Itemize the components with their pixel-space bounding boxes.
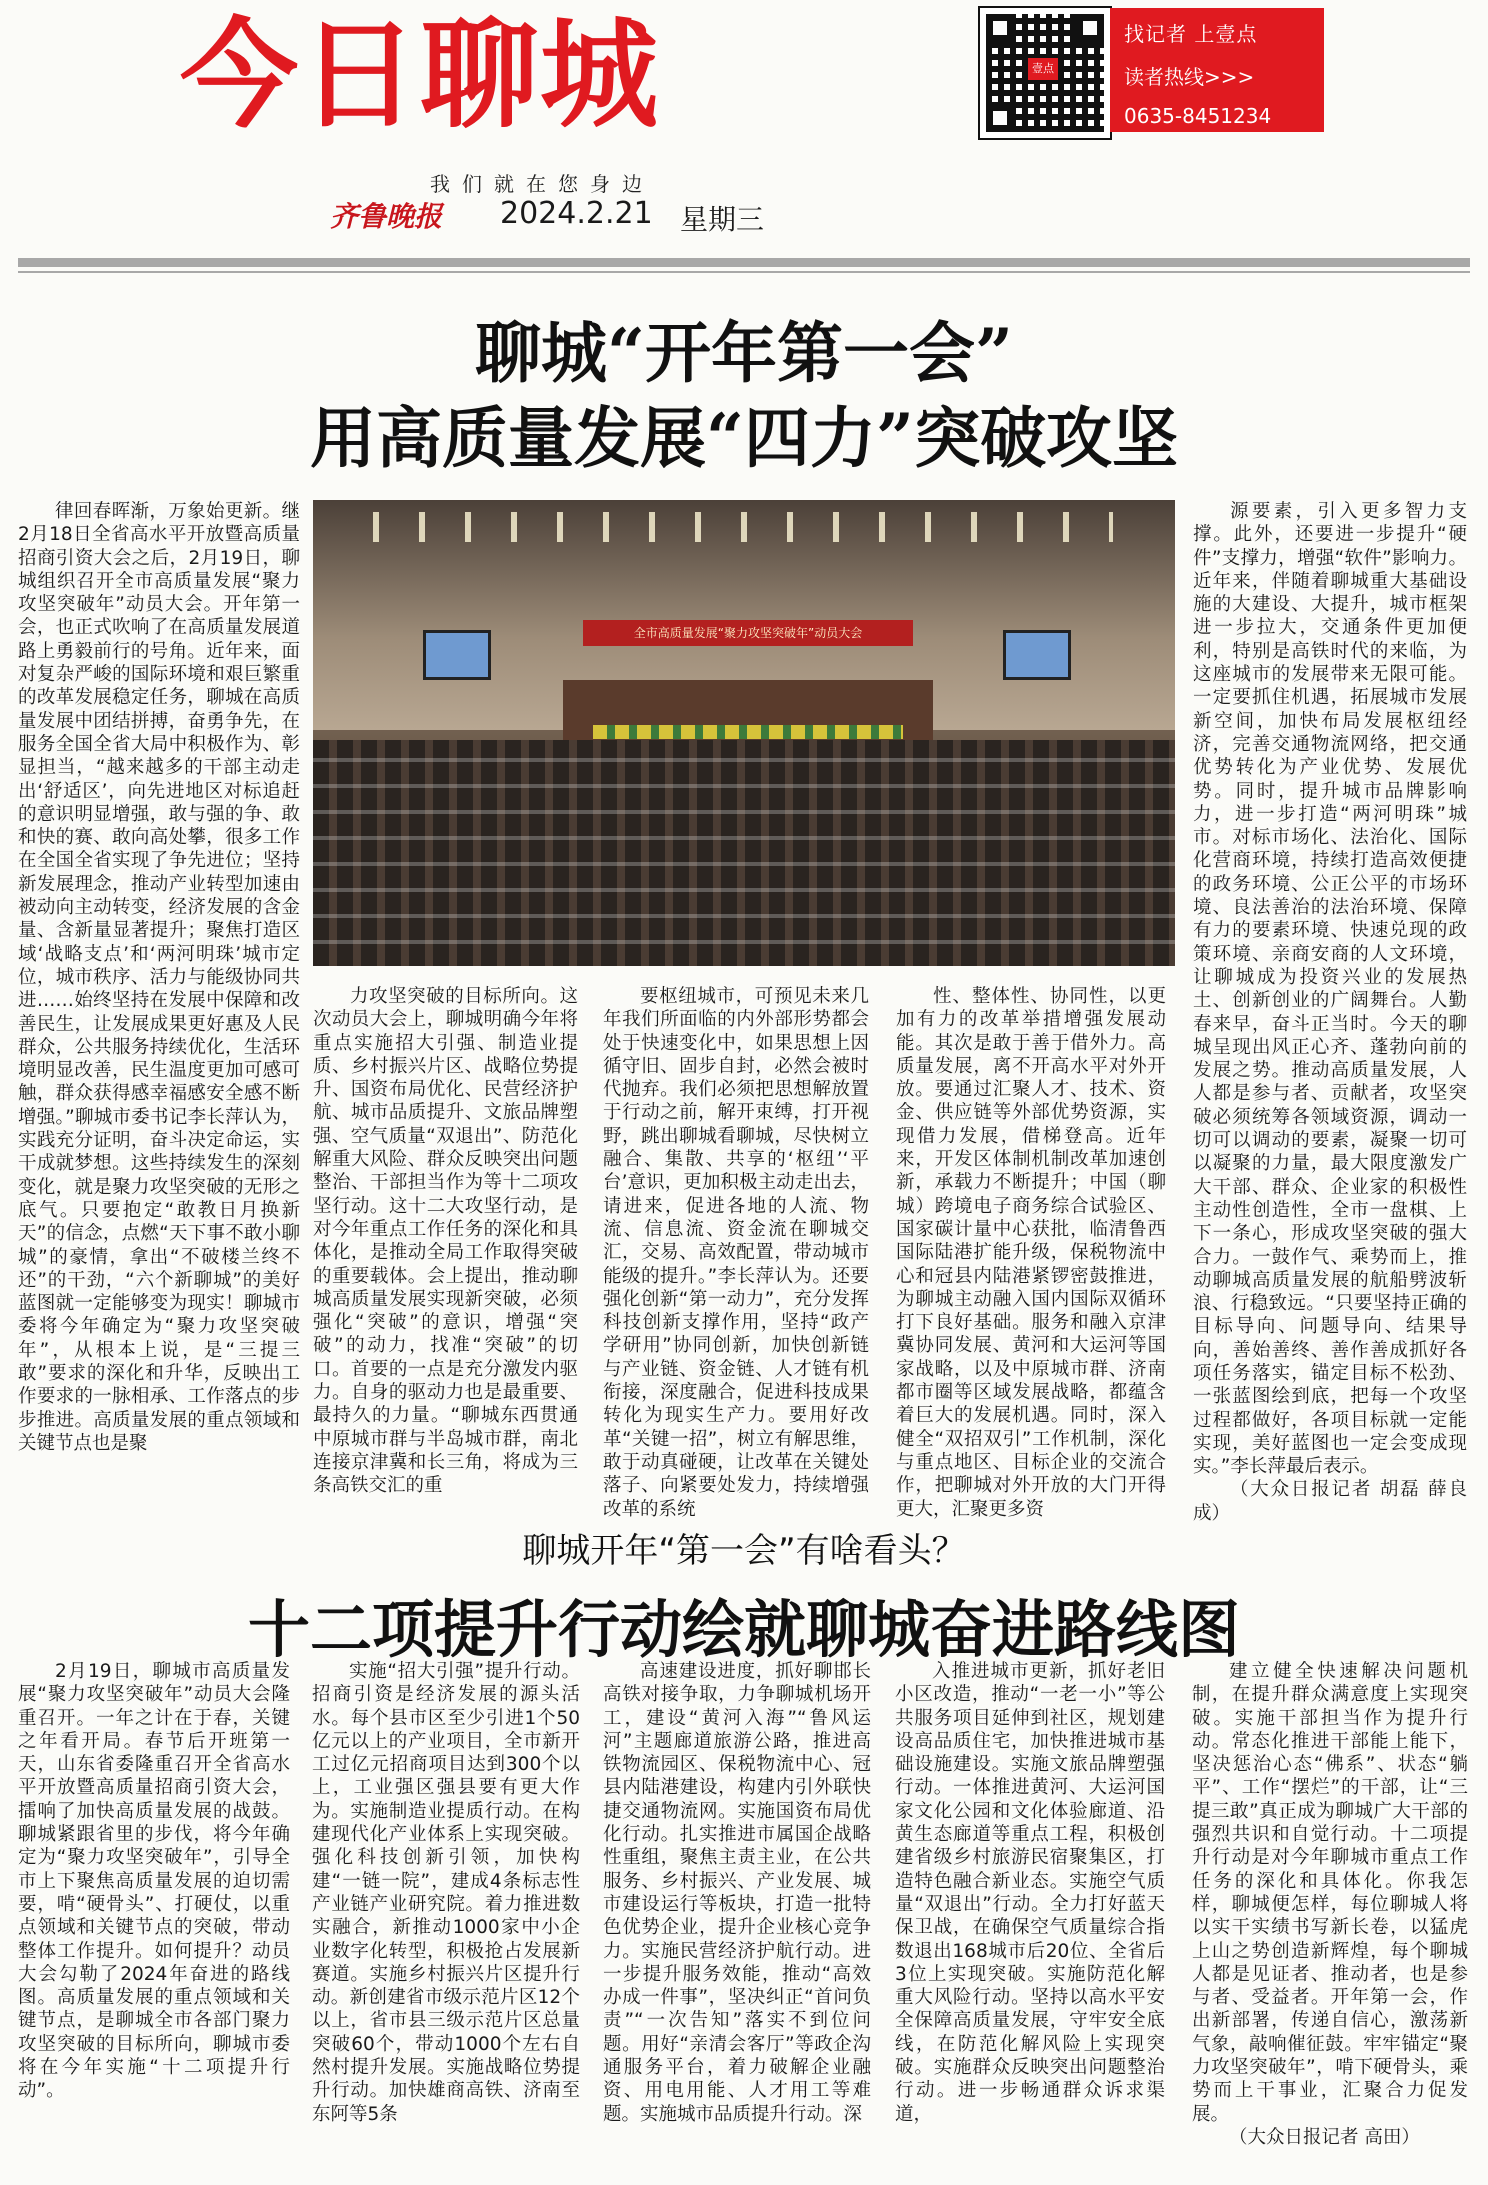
- photo-ceiling-lights: [373, 512, 1113, 542]
- photo-flowers: [593, 725, 903, 739]
- article2-byline: （大众日报记者 高田）: [1229, 2126, 1420, 2148]
- qr-finder-icon: [1076, 14, 1104, 42]
- article2-text: 2月19日，聊城市高质量发展“聚力攻坚突破年”动员大会隆重召开。一年之计在于春，关键之年看开局。春节后开班第一天，山东省委隆重召开全省高水平开放暨高质量招商引资大会，擂响了加快高质量发展的战鼓。聊城紧跟省里的步伐，将今年确定为“聚力攻坚突破年”，引导全市上下聚焦高质量发展的迫切需要，啃“硬骨头”、打硬仗，以重点领域和关键节点的突破，带动整体工作提升。如何提升？动员大会勾勒了2024年奋进的路线图。高质量发展的重点领域和关键节点，是聊城全市各部门聚力攻坚突破的目标所向，聊城市委将在今年实施“十二项提升行动”。: [18, 1661, 290, 2102]
- article2-text: 建立健全快速解决问题机制，在提升群众满意度上实现突破。实施干部担当作为提升行动。常态化推进干部能上能下，坚决惩治心态“佛系”、状态“躺平”、工作“摆烂”的干部，让“三提三敢”真正成为聊城广大干部的强烈共识和自觉行动。十二项提升行动是对今年聊城市重点工作任务的深化和具体化。你我怎样，聊城便怎样，每位聊城人将以实干实绩书写新长卷，以猛虎上山之势创造新辉煌，每个聊城人都是见证者、推动者，也是参与者、受益者。开年第一会，作出新部署，传递自信心，激荡新气象，敲响催征鼓。牢牢锚定“聚力攻坚突破年”，啃下硬骨头，乘势而上干事业，汇聚合力促发展。: [1192, 1661, 1468, 2125]
- article1-headline-line2: 用高质量发展“四力”突破攻坚: [310, 399, 1178, 477]
- article1-text: 力攻坚突破的目标所向。这次动员大会上，聊城明确今年将重点实施招大引强、制造业提质、乡村振兴片区、战略位势提升、国资布局优化、民营经济护航、城市品质提升、文旅品牌塑强、空气质量“双退出”、防范化解重大风险、群众反映突出问题整治、干部担当作为等十二项攻坚行动。这十二大攻坚行动，是对今年重点工作任务的深化和具体化，是推动全局工作取得突破的重要载体。会上提出，推动聊城高质量发展实现新突破，必须强化“突破”的意识，增强“突破”的动力，找准“突破”的切口。首要的一点是充分激发内驱力。自身的驱动力也是最重要、最持久的力量。“聊城东西贯通中原城市群与半岛城市群，南北连接京津冀和长三角，将成为三条高铁交汇的重: [313, 986, 578, 1497]
- photo-screen-right: [1003, 630, 1071, 680]
- article2-column-1: [18, 1660, 290, 2175]
- article2-text: 实施“招大引强”提升行动。招商引资是经济发展的源头活水。每个县市区至少引进1个50亿元以上的产业项目，全市新开工过亿元招商项目达到300个以上，工业强区强县要有更大作为。实施制造业提质行动。在构建现代化产业体系上实现突破。强化科技创新引领，加快构建“一链一院”，建成4条标志性产业链产业研究院。着力推进数实融合，新推动1000家中小企业数字化转型，积极抢占发展新赛道。实施乡村振兴片区提升行动。新创建省市级示范片区12个以上，省市县三级示范片区总量突破60个，带动1000个左右自然村提升发展。实施战略位势提升行动。加快雄商高铁、济南至东阿等5条: [312, 1661, 580, 2125]
- article1-column-2: [313, 985, 578, 1500]
- hotline-phone[interactable]: 0635-8451234: [1124, 104, 1272, 128]
- issue-date: 2024.2.21: [500, 196, 653, 231]
- article2-column-5: [1192, 1660, 1468, 2175]
- photo-audience: [313, 740, 1175, 966]
- qr-finder-icon: [986, 14, 1014, 42]
- article1-text: 性、整体性、协同性，以更加有力的改革举措增强发展动能。其次是敢于善于借外力。高质量发展，离不开高水平对外开放。要通过汇聚人才、技术、资金、供应链等外部优势资源，实现借力发展，借梯登高。近年来，开发区体制机制改革加速创新，承载力不断提升；中国（聊城）跨境电子商务综合试验区、国家碳计量中心获批，临清鲁西国际陆港扩能升级，保税物流中心和冠县内陆港紧锣密鼓推进，为聊城主动融入国内国际双循环打下良好基础。服务和融入京津冀协同发展、黄河和大运河等国家战略，以及中原城市群、济南都市圈等区域发展战略，都蕴含着巨大的发展机遇。同时，深入健全“双招双引”工作机制，深化与重点地区、目标企业的交流合作，把聊城对外开放的大门开得更大，汇聚更多资: [896, 986, 1166, 1520]
- article1-byline: （大众日报记者 胡磊 薛良成）: [1193, 1479, 1467, 1524]
- hotline-slogan: 找记者 上壹点: [1124, 22, 1258, 46]
- article1-column-3: [603, 985, 869, 1520]
- masthead-divider-thin: [18, 271, 1470, 273]
- article2-text: 高速建设进度，抓好聊邯长高铁对接争取，力争聊城机场开工，建设“黄河入海”“鲁风运河”主题廊道旅游公路，推进高铁物流园区、保税物流中心、冠县内陆港建设，构建内引外联快捷交通物流网。实施国资布局优化行动。扎实推进市属国企战略性重组，聚焦主责主业，在公共服务、乡村振兴、产业发展、城市建设运行等板块，打造一批特色优势企业，提升企业核心竞争力。实施民营经济护航行动。进一步提升服务效能，推动“高效办成一件事”，坚决纠正“首问负责”“一次告知”落实不到位问题。用好“亲清会客厅”等政企沟通服务平台，着力破解企业融资、用电用能、人才用工等难题。实施城市品质提升行动。深: [603, 1661, 871, 2125]
- photo-banner: 全市高质量发展“聚力攻坚突破年”动员大会: [583, 620, 913, 646]
- qr-code-icon[interactable]: [980, 8, 1110, 138]
- article1-text: 源要素，引入更多智力支撑。此外，还要进一步提升“硬件”支撑力，增强“软件”影响力。近年来，伴随着聊城重大基础设施的大建设、大提升，城市框架进一步拉大，交通条件更加便利，特别是高铁时代的来临，为这座城市的发展带来无限可能。一定要抓住机遇，拓展城市发展新空间，加快布局发展枢纽经济，完善交通物流网络，把交通优势转化为产业优势、发展优势。同时，提升城市品牌影响力，进一步打造“两河明珠”城市。对标市场化、法治化、国际化营商环境，持续打造高效便捷的政务环境、公正公平的市场环境、良法善治的法治环境、保障有力的要素环境、快速兑现的政策环境、亲商安商的人文环境，让聊城成为投资兴业的发展热土、创新创业的广阔舞台。人勤春来早，奋斗正当时。今天的聊城呈现出风正心齐、蓬勃向前的发展之势。推动高质量发展，人人都是参与者、贡献者，攻坚突破必须统筹各领域资源，调动一切可以调动的要素，凝聚一切可以凝聚的力量，最大限度激发广大干部、群众、企业家的积极性主动性创造性，全市一盘棋、上下一条心，形成攻坚突破的强大合力。一鼓作气、乘势而上，推动聊城高质量发展的航船劈波斩浪、行稳致远。“只要坚持正确的目标导向、问题导向、结果导向，善始善终、善作善成抓好各项任务落实，锚定目标不松劲、一张蓝图绘到底，把每一个攻坚过程都做好，各项目标就一定能实现，美好蓝图也一定会变成现实。”李长萍最后表示。: [1193, 501, 1467, 1478]
- issue-weekday: 星期三: [680, 203, 765, 236]
- masthead-slogan: 我们就在您身边: [430, 172, 654, 196]
- qr-badge: 壹点: [1028, 58, 1058, 80]
- newspaper-logo: 齐鲁晚报: [330, 200, 443, 233]
- masthead-divider: [18, 258, 1470, 267]
- article1-column-4: [896, 985, 1166, 1520]
- article2-kicker: 聊城开年“第一会”有啥看头？: [522, 1531, 966, 1571]
- article1-text: 律回春晖渐，万象始更新。继2月18日全省高水平开放暨高质量招商引资大会之后，2月19日，聊城组织召开全市高质量发展“聚力攻坚突破年”动员大会。开年第一会，也正式吹响了在高质量发展道路上勇毅前行的号角。近年来，面对复杂严峻的国际环境和艰巨繁重的改革发展稳定任务，聊城在高质量发展中团结拼搏，奋勇争先，在服务全国全省大局中积极作为、彰显担当，“越来越多的干部主动走出‘舒适区’，向先进地区对标追赶的意识明显增强，敢与强的争、敢和快的赛、敢向高处攀，很多工作在全国全省实现了争先进位；坚持新发展理念，推动产业转型加速由被动向主动转变，经济发展的含金量、含新量显著提升；聚焦打造区域‘战略支点’和‘两河明珠’城市定位，城市秩序、活力与能级协同共进……始终坚持在发展中保障和改善民生，让发展成果更好惠及人民群众，公共服务持续优化，生活环境明显改善，民生温度更加可感可触，群众获得感幸福感安全感不断增强。”聊城市委书记李长萍认为，实践充分证明，奋斗决定命运，实干成就梦想。这些持续发生的深刻变化，就是聚力攻坚突破的无形之底气。只要抱定“敢教日月换新天”的信念，点燃“天下事不敢小聊城”的豪情，拿出“不破楼兰终不还”的干劲，“六个新聊城”的美好蓝图就一定能够变为现实！聊城市委将今年确定为“聚力攻坚突破年”，从根本上说，是“三提三敢”要求的深化和升华，反映出工作要求的一脉相承、工作落点的步步推进。高质量发展的重点领域和关键节点也是聚: [18, 501, 300, 1454]
- article2-text: 入推进城市更新，抓好老旧小区改造，推动“一老一小”等公共服务项目延伸到社区，规划建设高品质住宅，加快推进城市基础设施建设。实施文旅品牌塑强行动。一体推进黄河、大运河国家文化公园和文化体验廊道、沿黄生态廊道等重点工程，积极创建省级乡村旅游民宿聚集区，打造特色融合新业态。实施空气质量“双退出”行动。全力打好蓝天保卫战，在确保空气质量综合指数退出168城市后20位、全省后3位上实现突破。实施防范化解重大风险行动。坚持以高水平安全保障高质量发展，守牢安全底线，在防范化解风险上实现突破。实施群众反映突出问题整治行动。进一步畅通群众诉求渠道，: [895, 1661, 1165, 2125]
- masthead-title: 今日聊城: [180, 6, 661, 144]
- article1-text: 要枢纽城市，可预见未来几年我们所面临的内外部形势都会处于快速变化中，如果思想上因循守旧、固步自封，必然会被时代抛弃。我们必须把思想解放置于行动之前，解开束缚，打开视野，跳出聊城看聊城，尽快树立融合、集散、共享的‘枢纽’‘平台’意识，更加积极主动走出去，请进来，促进各地的人流、物流、信息流、资金流在聊城交汇，交易、高效配置，带动城市能级的提升。”李长萍认为。还要强化创新“第一动力”，充分发挥科技创新支撑作用，坚持“政产学研用”协同创新，加快创新链与产业链、资金链、人才链有机衔接，深度融合，促进科技成果转化为现实生产力。要用好改革“关键一招”，树立有解思维，敢于动真碰硬，让改革在关键处落子、向紧要处发力，持续增强改革的系统: [603, 986, 869, 1520]
- meeting-photo: [313, 500, 1175, 966]
- article1-headline-line1: 聊城“开年第一会”: [475, 314, 1013, 392]
- article2-column-2: [312, 1660, 580, 2175]
- article2-column-4: [895, 1660, 1165, 2175]
- article2-headline: 十二项提升行动绘就聊城奋进路线图: [247, 1593, 1240, 1666]
- article1-column-1: [18, 500, 300, 1500]
- article1-column-5: [1193, 500, 1467, 1524]
- qr-finder-icon: [986, 104, 1014, 132]
- hotline-label: 读者热线>>>: [1124, 65, 1255, 89]
- hotline-box: [1110, 8, 1324, 132]
- photo-screen-left: [423, 630, 491, 680]
- article2-column-3: [603, 1660, 871, 2175]
